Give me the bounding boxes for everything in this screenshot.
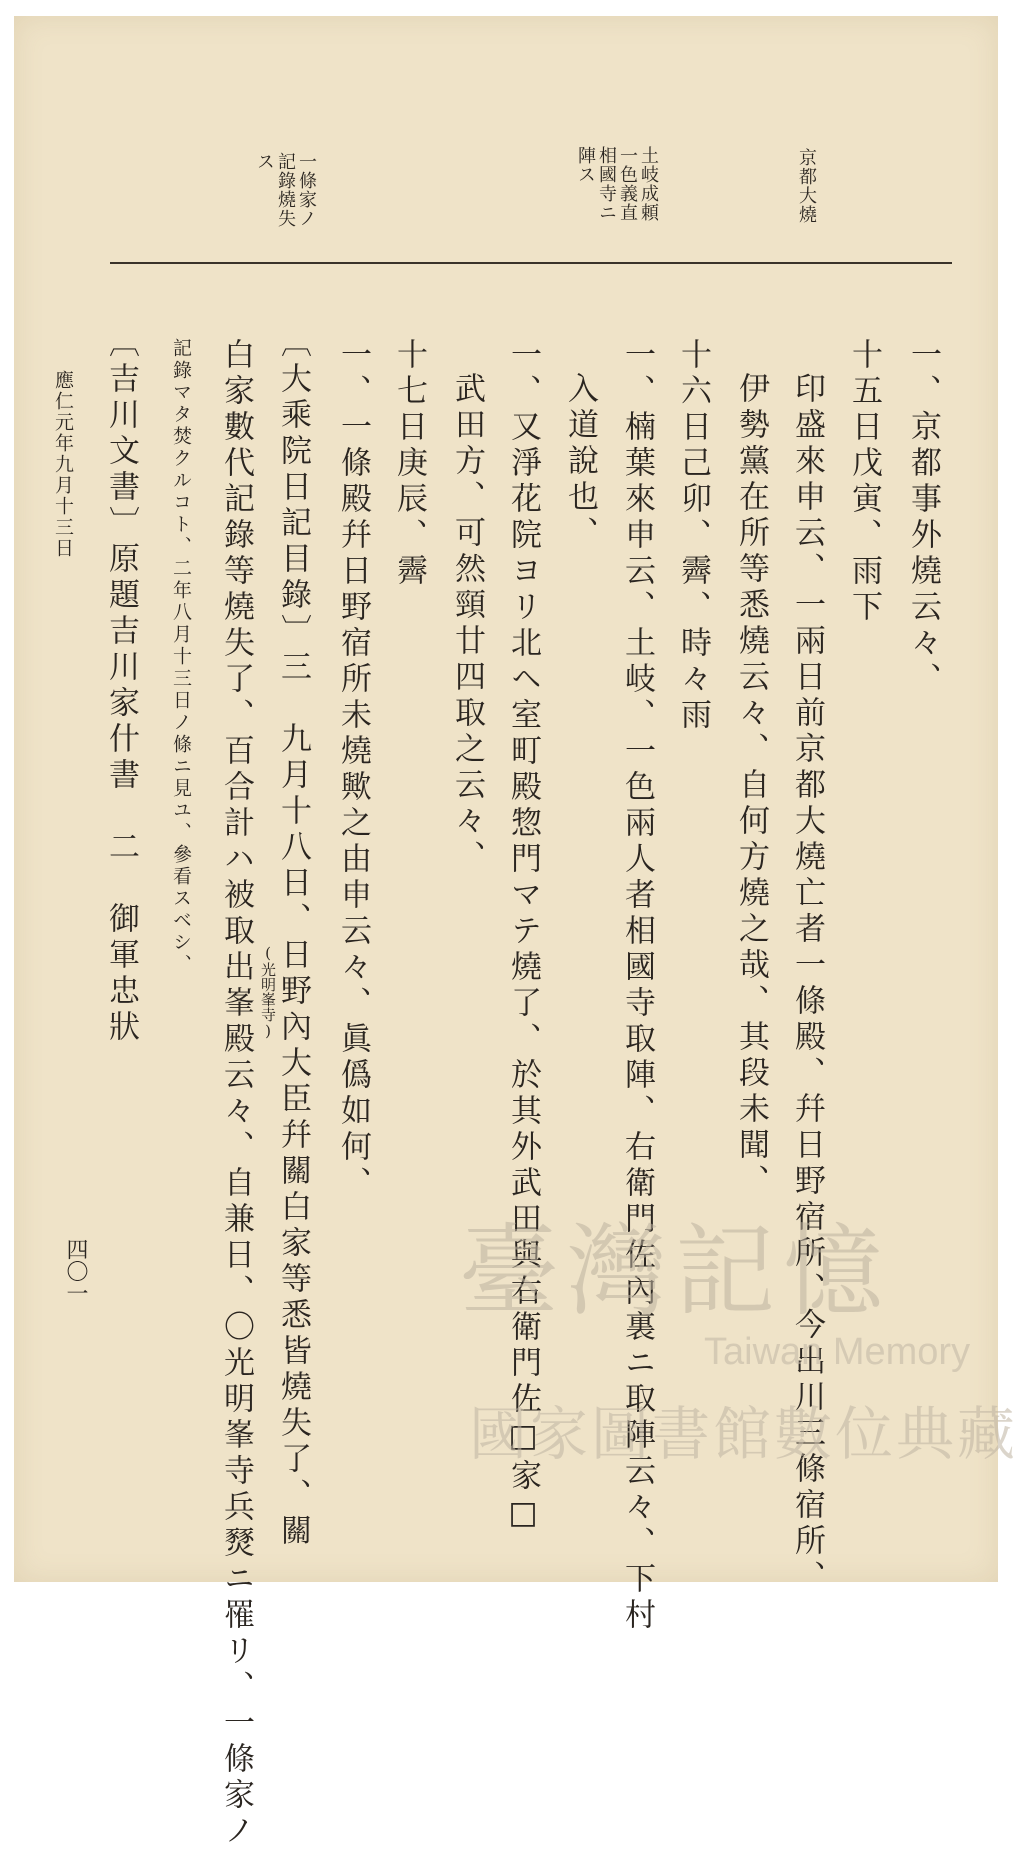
text-column: 武田方、可然頸廿四取之云々、 xyxy=(449,372,485,876)
page-number: 四〇一 xyxy=(63,1238,88,1304)
note-column: 記錄マタ焚クルコト、二年八月十三日ノ條ニ見ユ、參看スベシ、 xyxy=(170,338,192,976)
running-footer: 應仁元年九月十三日 xyxy=(52,370,74,559)
text-column: 一、楠葉來申云、土岐、一色兩人者相國寺取陣、右衛門佐內裏ニ取陣云々、下村 xyxy=(619,338,655,1634)
head-note: 土岐成頼 xyxy=(638,146,659,222)
text-column: 一、京都事外燒云々、 xyxy=(905,338,941,698)
inline-annotation: (光明峯寺) xyxy=(259,944,277,1040)
watermark xyxy=(459,1191,1019,1468)
head-note: 陣ス xyxy=(575,146,596,184)
text-column: 一、又淨花院ヨリ北ヘ室町殿惣門マテ燒了、於其外武田與右衛門佐□家□ xyxy=(505,338,541,1536)
text-column: 十六日己卯、霽、時々雨 xyxy=(675,338,711,734)
watermark-english: Taiwan Memory xyxy=(704,1331,971,1373)
text-column: 十七日庚辰、霽 xyxy=(391,338,427,590)
text-column: 一、一條殿幷日野宿所未燒歟之由申云々、眞僞如何、 xyxy=(335,338,371,1202)
text-column: 入道說也、 xyxy=(562,372,598,552)
text-column: 印盛來申云、一兩日前京都大燒亡者一條殿、幷日野宿所、今出川三條宿所、 xyxy=(789,372,825,1596)
text-column: 十五日戊寅、雨下 xyxy=(846,338,882,626)
head-note: 相國寺ニ xyxy=(596,146,617,222)
watermark-subtitle: 國家圖書館數位典藏 xyxy=(469,1400,1019,1468)
text-column: 〔大乘院日記目錄〕三 九月十八日、日野內大臣幷關白家等悉皆燒失了、關 xyxy=(275,326,311,1550)
head-note: ス xyxy=(254,152,275,171)
text-column: 伊勢黨在所等悉燒云々、自何方燒之哉、其段未聞、 xyxy=(733,372,769,1200)
head-note: 記錄燒失 xyxy=(275,152,296,228)
watermark-title: 臺灣記憶 xyxy=(459,1213,891,1330)
header-rule xyxy=(110,262,952,264)
head-note: 一條家ノ xyxy=(296,152,317,228)
text-column: 〔吉川文書〕原題吉川家什書 二 御軍忠狀 xyxy=(103,326,139,1046)
book-page xyxy=(14,16,1019,1850)
head-note: 京都大燒 xyxy=(796,148,817,224)
head-note: 一色義直 xyxy=(617,146,638,222)
text-column: 白家數代記錄等燒失了、百合計ハ被取出峯殿云々、自兼日、〇光明峯寺兵燹ニ罹リ、一條家ノ xyxy=(218,338,254,1850)
